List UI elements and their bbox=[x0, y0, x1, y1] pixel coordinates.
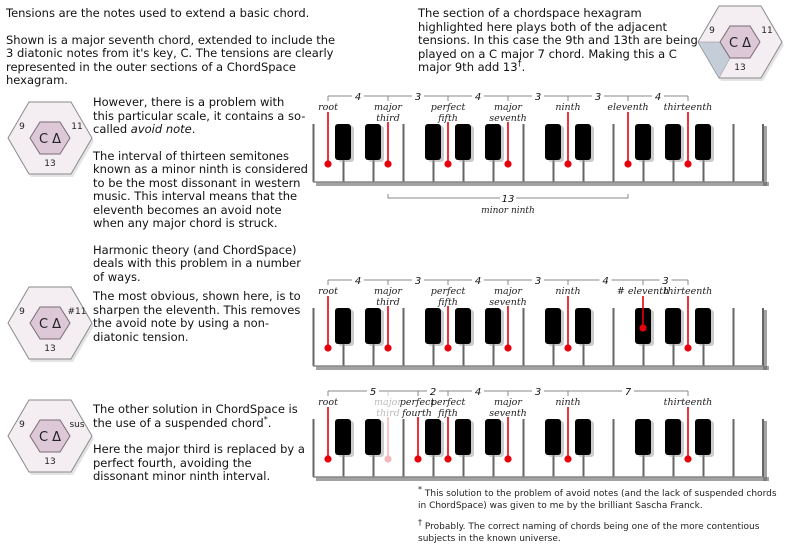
black-key[interactable] bbox=[425, 124, 441, 160]
section1-p1-a: However, there is a problem with this particular scale, it contains a so-called bbox=[93, 95, 306, 136]
interval-value: 4 bbox=[474, 92, 482, 103]
note-marker bbox=[444, 455, 451, 462]
note-label: ninth bbox=[555, 286, 581, 297]
footnote-dagger-mark: † bbox=[418, 518, 422, 527]
black-key[interactable] bbox=[455, 308, 471, 344]
note-label: seventh bbox=[489, 297, 527, 308]
footnote-star-text: This solution to the problem of avoid notes (and the lack of suspended chords in ChordSpace) was given to me by the brilliant Sascha Franck. bbox=[418, 489, 777, 511]
black-key[interactable] bbox=[455, 419, 471, 455]
note-marker bbox=[504, 344, 511, 351]
top-right-period: . bbox=[521, 60, 526, 74]
note-label: fifth bbox=[438, 113, 458, 124]
hexagram-left-label: 9 bbox=[19, 420, 25, 430]
hexagram-center-label: C Δ bbox=[38, 430, 62, 445]
hexagram-right-label: 11 bbox=[761, 26, 773, 36]
note-label: eleventh bbox=[607, 102, 649, 113]
interval-value: 3 bbox=[534, 276, 542, 287]
black-key[interactable] bbox=[335, 308, 351, 344]
black-key[interactable] bbox=[365, 308, 381, 344]
section2-text bbox=[93, 290, 308, 344]
note-label: perfect bbox=[430, 102, 466, 113]
section3-paragraph-2: Here the major third is replaced by a perfect fourth, avoiding the dissonant minor ninth interval. bbox=[93, 442, 305, 483]
hexagram-bottom-label: 13 bbox=[44, 457, 56, 467]
hexagram-center-label: C Δ bbox=[38, 132, 62, 147]
intro-text bbox=[6, 7, 336, 88]
black-key[interactable] bbox=[365, 419, 381, 455]
black-key[interactable] bbox=[665, 308, 681, 344]
note-label: seventh bbox=[489, 113, 527, 124]
hexagram-left-label: 9 bbox=[19, 122, 25, 132]
note-label: third bbox=[376, 113, 400, 124]
star-mark: * bbox=[263, 414, 268, 424]
note-marker bbox=[504, 455, 511, 462]
hexagram-right-label: 11 bbox=[71, 122, 83, 132]
hexagram-left-label: 9 bbox=[19, 307, 25, 317]
note-label: perfect bbox=[430, 397, 466, 408]
section1-text bbox=[93, 96, 308, 284]
black-key[interactable] bbox=[575, 308, 591, 344]
black-key[interactable] bbox=[635, 124, 651, 160]
top-right-text bbox=[418, 7, 698, 75]
note-marker bbox=[564, 455, 571, 462]
section1-paragraph-3: Harmonic theory (and ChordSpace) deals with this problem in a number of ways. bbox=[93, 242, 301, 284]
note-label: perfect bbox=[430, 286, 466, 297]
note-marker bbox=[639, 324, 646, 331]
note-label: major bbox=[494, 102, 522, 113]
note-marker bbox=[684, 160, 691, 167]
black-key[interactable] bbox=[635, 419, 651, 455]
black-key[interactable] bbox=[545, 124, 561, 160]
note-marker bbox=[684, 344, 691, 351]
black-key[interactable] bbox=[575, 124, 591, 160]
note-label: third bbox=[376, 297, 400, 308]
black-key[interactable] bbox=[695, 419, 711, 455]
section2-paragraph-1: The most obvious, shown here, is to sharpen the eleventh. This removes the avoid note by using a non-diatonic tension. bbox=[93, 289, 301, 344]
bracket-value: 13 bbox=[501, 194, 515, 205]
note-label: perfect bbox=[399, 397, 435, 408]
hexagram-bottom-label: 13 bbox=[44, 159, 56, 169]
black-key[interactable] bbox=[455, 124, 471, 160]
note-marker bbox=[324, 455, 331, 462]
note-marker bbox=[504, 160, 511, 167]
keyboard-diagram-3 bbox=[310, 383, 780, 488]
interval-value: 3 bbox=[594, 92, 602, 103]
dagger-mark: † bbox=[517, 59, 522, 69]
note-label: thirteenth bbox=[663, 286, 713, 297]
keyboard-diagram-2 bbox=[310, 272, 780, 377]
note-marker bbox=[444, 344, 451, 351]
black-key[interactable] bbox=[365, 124, 381, 160]
white-key[interactable] bbox=[733, 124, 763, 182]
note-label: thirteenth bbox=[663, 397, 713, 408]
hexagram-basic bbox=[6, 100, 96, 180]
hexagram-sharp-eleven bbox=[6, 285, 96, 365]
interval-value: 4 bbox=[602, 276, 609, 287]
note-marker bbox=[414, 455, 421, 462]
interval-value: 4 bbox=[474, 276, 482, 287]
note-label: major bbox=[374, 397, 402, 408]
interval-value: 3 bbox=[414, 276, 422, 287]
section3-paragraph-1 bbox=[93, 403, 308, 430]
note-marker bbox=[384, 344, 391, 351]
intro-paragraph-2: Shown is a major seventh chord, extended to include the 3 diatonic notes from it's key, C. The tensions are clearly represented in the outer sections of a ChordSpace hexagram. bbox=[6, 32, 336, 87]
white-key[interactable] bbox=[733, 308, 763, 366]
black-key[interactable] bbox=[665, 124, 681, 160]
note-marker bbox=[564, 344, 571, 351]
white-key[interactable] bbox=[733, 419, 763, 477]
interval-value: 4 bbox=[354, 276, 362, 287]
note-marker bbox=[624, 160, 631, 167]
black-key[interactable] bbox=[485, 124, 501, 160]
note-marker bbox=[564, 160, 571, 167]
footnote-dagger bbox=[418, 518, 780, 545]
section1-paragraph-2: The interval of thirteen semitones known as a minor ninth is considered to be the most dissonant in western music. This interval means that the eleventh becomes an avoid note when any major chord is struck. bbox=[93, 148, 308, 230]
black-key[interactable] bbox=[485, 308, 501, 344]
black-key[interactable] bbox=[425, 419, 441, 455]
section3-p1-a: The other solution in ChordSpace is the use of a suspended chord bbox=[93, 402, 298, 430]
note-label: ninth bbox=[555, 102, 581, 113]
black-key[interactable] bbox=[485, 419, 501, 455]
hexagram-bottom-label: 13 bbox=[734, 63, 746, 73]
section3-text bbox=[93, 403, 308, 484]
interval-value: 7 bbox=[624, 387, 632, 398]
black-key[interactable] bbox=[545, 419, 561, 455]
note-label: major bbox=[494, 286, 522, 297]
bracket-label: minor ninth bbox=[481, 206, 535, 216]
black-key[interactable] bbox=[425, 308, 441, 344]
interval-value: 4 bbox=[354, 92, 362, 103]
section1-paragraph-1 bbox=[93, 96, 308, 137]
note-label: major bbox=[494, 397, 522, 408]
note-label: fourth bbox=[402, 408, 432, 419]
black-key[interactable] bbox=[335, 124, 351, 160]
note-marker bbox=[684, 455, 691, 462]
footnote-star bbox=[418, 485, 780, 512]
note-label: # eleventh bbox=[616, 286, 670, 297]
footnote-star-mark: * bbox=[418, 485, 422, 494]
interval-value: 2 bbox=[429, 387, 437, 398]
note-marker bbox=[324, 344, 331, 351]
note-label: third bbox=[376, 408, 400, 419]
top-right-paragraph: The section of a chordspace hexagram highlighted here plays both of the adjacent tensions. In this case the 9th and 13th are being played on a C major 7 chord. Making this a C major 9th add 13 bbox=[418, 6, 698, 74]
interval-value: 3 bbox=[662, 276, 669, 287]
section3-p1-b: . bbox=[267, 415, 272, 430]
interval-value: 4 bbox=[654, 92, 662, 103]
hexagram-bottom-label: 13 bbox=[44, 344, 56, 354]
hexagram-center-label: C Δ bbox=[728, 36, 752, 51]
keyboard-diagram-1 bbox=[310, 88, 780, 218]
interval-value: 3 bbox=[534, 92, 542, 103]
note-label: seventh bbox=[489, 408, 527, 419]
note-label: thirteenth bbox=[663, 102, 713, 113]
note-label: ninth bbox=[555, 397, 581, 408]
hexagram-right-label: #11 bbox=[67, 307, 87, 317]
black-key[interactable] bbox=[545, 308, 561, 344]
section1-p1-b: . bbox=[191, 122, 196, 136]
note-marker bbox=[444, 160, 451, 167]
footnote-dagger-text: Probably. The correct naming of chords being one of the more contentious subjects in the known universe. bbox=[418, 522, 760, 544]
hexagram-highlighted bbox=[696, 4, 785, 84]
note-label: root bbox=[318, 397, 338, 408]
hexagram-sus bbox=[6, 398, 96, 478]
note-label: fifth bbox=[438, 297, 458, 308]
intro-paragraph-1: Tensions are the notes used to extend a basic chord. bbox=[6, 6, 310, 20]
black-key[interactable] bbox=[665, 419, 681, 455]
hexagram-left-label: 9 bbox=[709, 26, 715, 36]
note-label: root bbox=[318, 286, 338, 297]
hexagram-center-label: C Δ bbox=[38, 317, 62, 332]
black-key[interactable] bbox=[695, 308, 711, 344]
black-key[interactable] bbox=[575, 419, 591, 455]
note-label: major bbox=[374, 102, 402, 113]
black-key[interactable] bbox=[335, 419, 351, 455]
note-marker bbox=[324, 160, 331, 167]
interval-value: 4 bbox=[474, 387, 482, 398]
note-label: root bbox=[318, 102, 338, 113]
interval-value: 3 bbox=[534, 387, 542, 398]
avoid-note-term: avoid note bbox=[130, 122, 192, 136]
interval-value: 3 bbox=[414, 92, 422, 103]
note-label: major bbox=[374, 286, 402, 297]
interval-value: 5 bbox=[369, 387, 377, 398]
note-marker bbox=[384, 455, 391, 462]
note-marker bbox=[384, 160, 391, 167]
note-label: fifth bbox=[438, 408, 458, 419]
black-key[interactable] bbox=[695, 124, 711, 160]
hexagram-right-label: sus bbox=[69, 420, 85, 430]
